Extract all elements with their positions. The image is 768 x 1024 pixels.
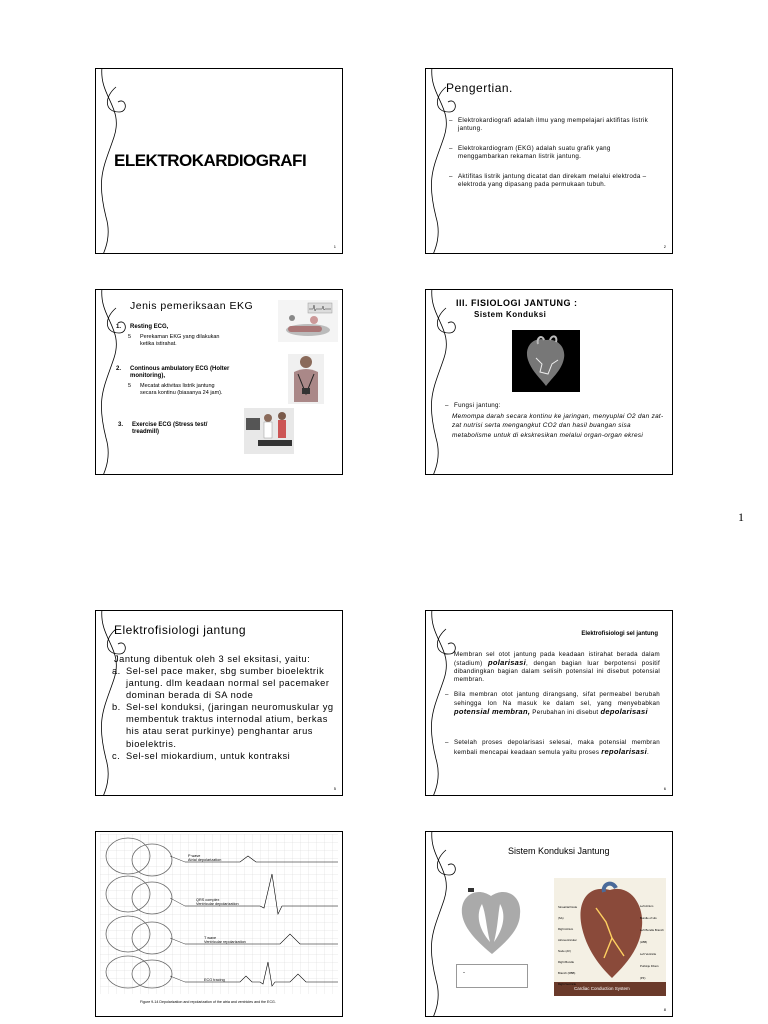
list-item-a: a. Sel-sel pace maker, sbg sumber bioelektrik jantung. dlm keadaan normal sel pacemaker dominan berada di SA node	[112, 666, 330, 701]
holter-monitor-photo	[288, 354, 324, 404]
slide-6	[425, 610, 673, 796]
list-item-1: 1. Resting ECG,	[116, 324, 169, 330]
exercise-ecg-photo	[244, 408, 294, 454]
slide-number: 5	[333, 786, 336, 791]
heart-outline-diagram	[456, 884, 526, 956]
slide-5	[95, 610, 343, 796]
ecg-label-qrs: QRS complex Ventricular depolarization	[196, 898, 239, 906]
slide-2	[425, 68, 673, 254]
conduction-caption: Cardiac Conduction System	[574, 986, 630, 991]
paragraph-1: – Membran sel otot jantung pada keadaan istirahat berada dalam (stadium) polarisasi, dengan bagian luar berpotensi positif dibandingkan bagian dalam selisih potensial ini disebut potensial membran.	[445, 651, 660, 683]
slide-4	[425, 289, 673, 475]
list-item-c: c. Sel-sel miokardium, untuk kontraksi	[112, 751, 291, 761]
bullet-1: – Elektrokardiografi adalah ilmu yang mempelajari aktifitas listrik jantung.	[449, 117, 649, 132]
decorative-swirl-icon	[95, 289, 134, 475]
paragraph-2: – Bila membran otot jantung dirangsang, sifat permeabel berubah sehingga Ion Na masuk ke dalam sel, yang menyebabkan potensial membran, Perubahan ini disebut depolarisasi	[445, 691, 660, 716]
slide-7	[95, 831, 343, 1017]
list-item-2: 2. Continous ambulatory ECG (Holter monitoring),	[116, 366, 230, 379]
slide-1	[95, 68, 343, 254]
slide-8	[425, 831, 673, 1017]
fungsi-heading: – Fungsi jantung:	[445, 402, 501, 409]
list-item-3: 3. Exercise ECG (Stress test/ treadmill)	[118, 422, 208, 435]
right-labels: Left Atrium Bundle of His Left Bundle Branch (LBB) Left Ventricle Purkinje Fibers (PF)	[640, 904, 664, 980]
bullet-3: – Aktifitas listrik jantung dicatat dan direkam melalui elektroda – elektroda yang dipasang pada permukaan tubuh.	[449, 173, 647, 188]
ecg-label-t-wave: T wave Ventricular repolarization	[204, 936, 246, 944]
slide-header: Elektrofisiologi sel jantung	[581, 631, 658, 637]
slide-number: 2	[663, 244, 666, 249]
left-labels: Sinoatrial Node (SA) Right Atrium Atrioventricular Node (AV) Right Bundle Branch (RBB) Right Ventricle	[558, 905, 578, 986]
list-item-1-sub: 5 Perekaman EKG yang dilakukan ketika istirahat.	[128, 334, 220, 347]
slide-title: ELEKTROKARDIOGRAFI	[114, 151, 307, 170]
list-item-2-sub: 5 Mecatat aktivitas listrik jantung secara kontinu (biasanya 24 jam).	[128, 383, 223, 396]
slide-subtitle: Sistem Konduksi	[474, 310, 547, 319]
slide-title: Pengertian.	[446, 81, 513, 95]
ecg-label-tracing: ECG tracing	[204, 978, 225, 982]
slide-title: III. FISIOLOGI JANTUNG :	[456, 298, 578, 308]
slide-title: Jenis pemeriksaan EKG	[130, 300, 254, 312]
slide-number: 8	[663, 1007, 666, 1012]
slide-number: 6	[663, 786, 666, 791]
heart-3d-image	[512, 330, 580, 392]
decorative-swirl-icon	[425, 68, 464, 254]
intro-text: Jantung dibentuk oleh 3 sel eksitasi, yaitu:	[114, 654, 311, 664]
slide-title: Sistem Konduksi Jantung	[508, 846, 610, 856]
decorative-swirl-icon	[425, 289, 464, 475]
paragraph-3: – Setelah proses depolarisasi selesai, maka potensial membran kembali mencapai keadaan semula yaitu proses repolarisasi.	[445, 739, 660, 756]
slide-title: Elektrofisiologi jantung	[114, 623, 247, 637]
slide-3	[95, 289, 343, 475]
text-box: -	[456, 964, 528, 988]
resting-ecg-photo	[278, 300, 338, 342]
fungsi-body: Memompa darah secara kontinu ke jaringan, menyuplai O2 dan zat-zat nutrisi serta mengangkut CO2 dan hasil buangan sisa metabolisme untuk di ekskresikan melalui organ-organ ekresi	[452, 413, 664, 439]
bullet-2: – Elektrokardiogram (EKG) adalah suatu grafik yang menggambarkan rekaman listrik jantung.	[449, 145, 611, 160]
list-item-b: b. Sel-sel konduksi, (jaringan neuromuskular yg membentuk traktus internodal atium, berkas his atau serat purkinye) penghantar arus bioelektris.	[112, 702, 334, 749]
page-number: 1	[738, 510, 744, 524]
figure-caption: Figure 9-14 Depolarization and repolarization of the atria and ventricles and the ECG.	[140, 1000, 276, 1004]
slide-number: 1	[333, 244, 336, 249]
ecg-label-p-wave: P wave Atrial depolarization	[188, 854, 222, 862]
